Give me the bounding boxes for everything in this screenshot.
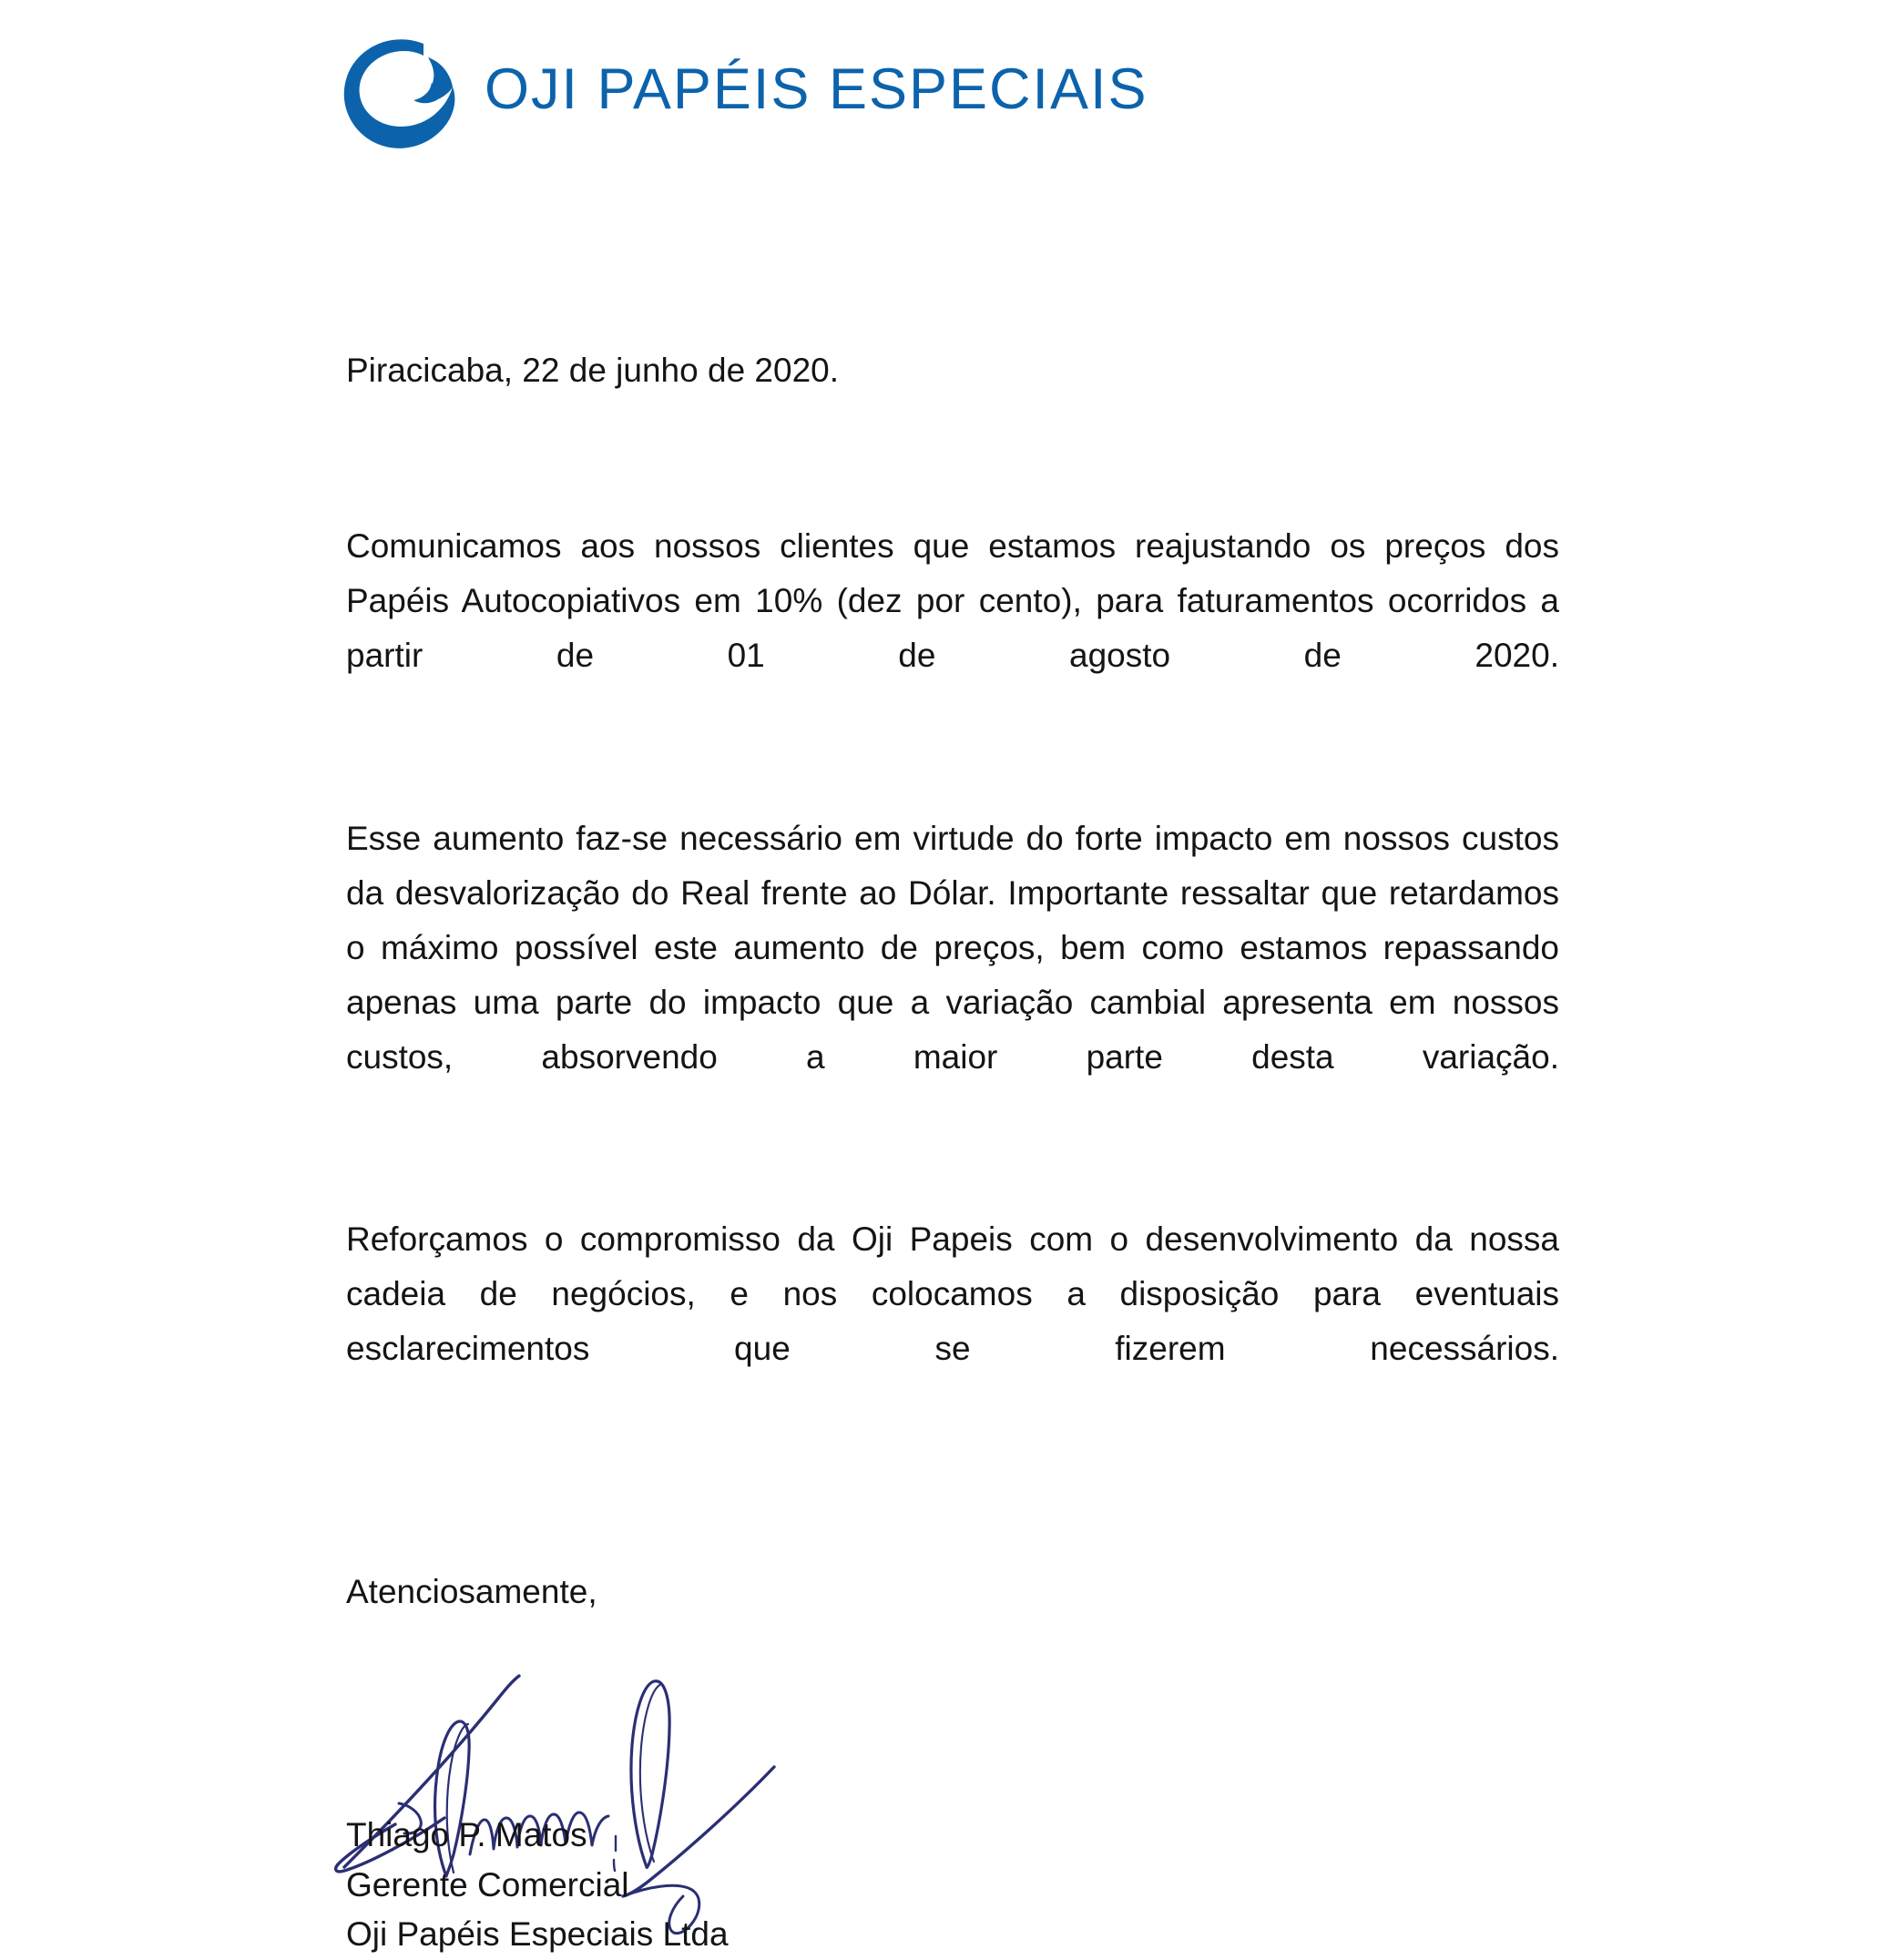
signer-title: Gerente Comercial [346, 1865, 629, 1904]
paragraph-price-adjustment: Comunicamos aos nossos clientes que estamos reajustando os preços dos Papéis Autocopiativos em 10% (dez por cento), para faturamentos ocorridos a partir de 01 de agosto de 2020. [346, 526, 1559, 674]
paragraph-commitment: Reforçamos o compromisso da Oji Papeis com o desenvolvimento da nossa cadeia de negócios, e nos colocamos a disposição para eventuais esclarecimentos que se fizerem necessários. [346, 1220, 1559, 1367]
spacer [346, 1431, 1559, 1567]
signer-name: Thiago P. Matos [346, 1816, 587, 1854]
closing-salutation: Atenciosamente, [346, 1572, 597, 1610]
signer-company: Oji Papéis Especiais Ltda [346, 1915, 729, 1954]
spacer [346, 395, 1559, 519]
letter-body [346, 346, 1559, 1960]
signer-block [346, 1811, 1559, 1959]
spacer [346, 737, 1559, 812]
oji-swirl-logo-icon [337, 33, 461, 149]
logo-wordmark: OJI PAPÉIS ESPECIAIS [485, 56, 1148, 121]
spacer [346, 1139, 1559, 1212]
paragraph-justification: Esse aumento faz-se necessário em virtude do forte impacto em nossos custos da desvalorização do Real frente ao Dólar. Importante ressaltar que retardamos o máximo possível este aumento de preços, bem como estamos repassando apenas uma parte do impacto que a variação cambial apresenta em nossos custos, absorvendo a maior parte desta variação. [346, 820, 1559, 1077]
date-line: Piracicaba, 22 de junho de 2020. [346, 352, 840, 389]
letterhead [337, 33, 1148, 149]
